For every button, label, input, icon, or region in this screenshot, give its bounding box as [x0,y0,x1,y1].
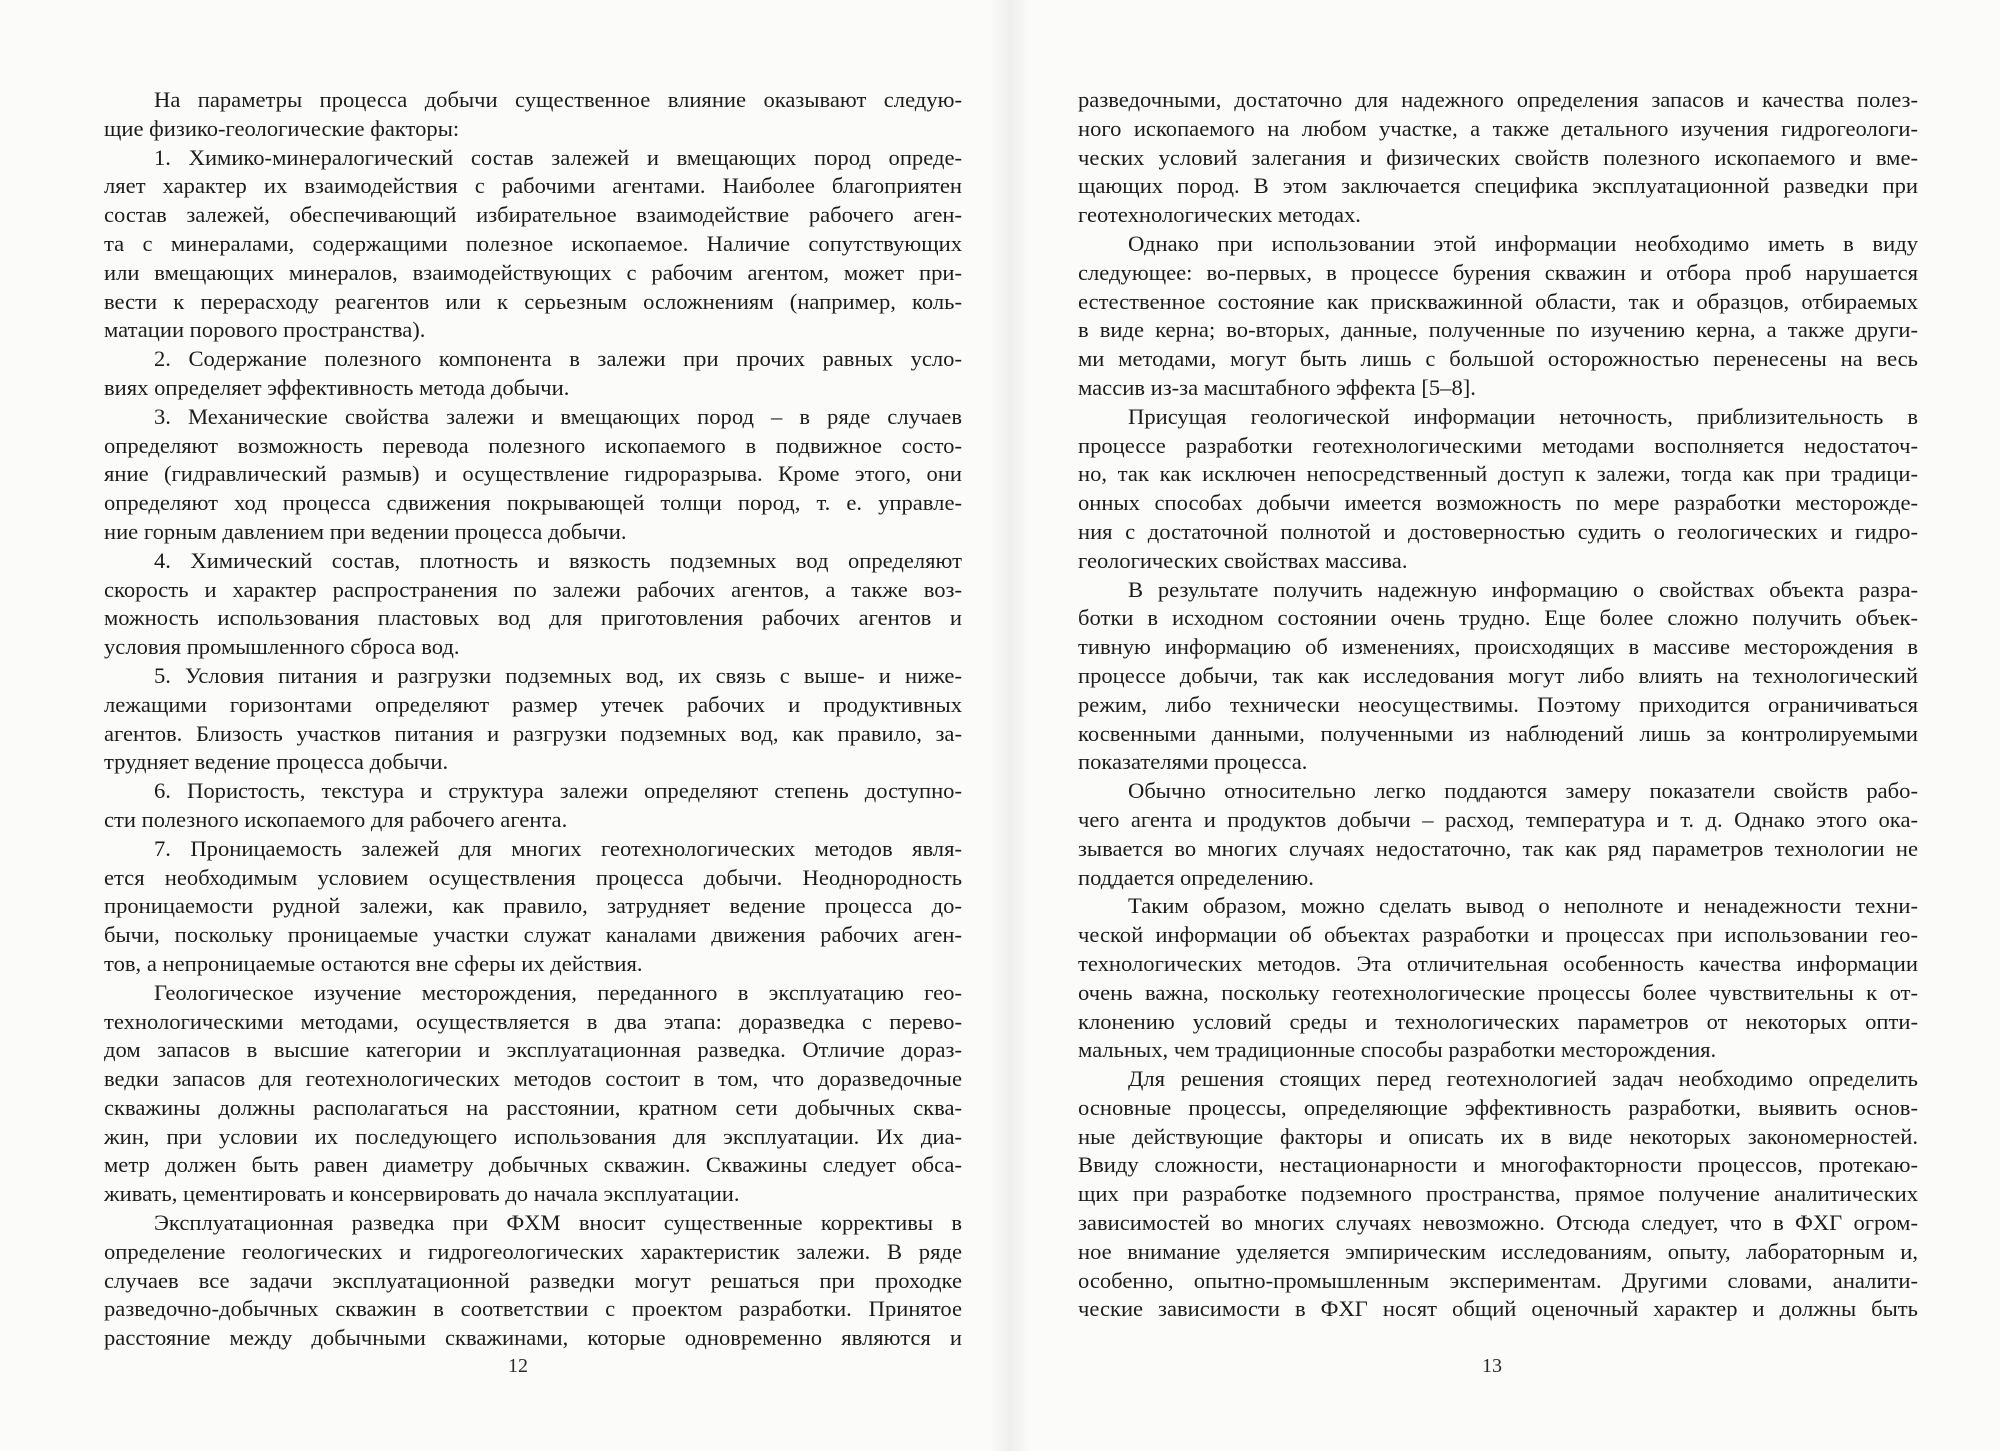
text-line: технологическими методами, осуществляется в два этапа: доразведка с перево- [104,1008,962,1034]
text-line: вести к перерасходу реагентов или к серьезным осложнениям (например, коль- [104,288,962,314]
text-line: ное внимание уделяется эмпирическим исследованиям, опыту, лабораторным и, [1078,1238,1918,1264]
text-line: Обычно относительно легко поддаются замеру показатели свойств рабо- [1128,778,1918,804]
text-line: живать, цементировать и консервировать до начала эксплуатации. [104,1181,740,1207]
text-line: Присущая геологической информации неточность, приблизительность в [1128,403,1918,429]
text-line: На параметры процесса добычи существенное влияние оказывают следую- [154,87,962,112]
text-line: Таким образом, можно сделать вывод о неполноте и ненадежности техни- [1128,893,1918,919]
text-line: режим, либо технически неосуществимы. Поэтому приходится ограничиваться [1078,691,1918,717]
text-line: ведки запасов для геотехнологических методов состоит в том, что доразведочные [104,1066,962,1092]
text-line: процессе разработки геотехнологическими методами восполняется недостаточ- [1078,432,1918,458]
text-line: та с минералами, содержащими полезное ископаемое. Наличие сопутствующих [104,230,962,256]
text-line: тивную информацию об изменениях, происходящих в массиве месторождения в [1078,634,1918,660]
text-line: 4. Химический состав, плотность и вязкость подземных вод определяют [154,547,962,573]
book-gutter [990,0,1030,1451]
text-line: естественное состояние как прискважинной области, так и образцов, отбираемых [1078,288,1918,314]
text-line: ческих условий залегания и физических свойств полезного ископаемого и вме- [1078,144,1918,170]
text-line: Эксплуатационная разведка при ФХМ вносит существенные коррективы в [154,1210,962,1236]
text-line: Однако при использовании этой информации необходимо иметь в виду [1128,230,1918,256]
right-page-number: 13 [1482,1355,1502,1377]
text-line: случаев все задачи эксплуатационной разведки могут решаться при проходке [104,1267,962,1293]
text-line: ется необходимым условием осуществления процесса добычи. Неоднородность [104,864,962,890]
text-line: скважины должны располагаться на расстоянии, кратном сети добычных сква- [104,1094,962,1120]
text-line: ные действующие факторы и описать их в виде некоторых закономерностей. [1078,1123,1918,1149]
text-line: расстояние между добычными скважинами, которые одновременно являются и [104,1325,962,1351]
text-line: очень важна, поскольку геотехнологические процессы более чувствительны к от- [1078,979,1918,1005]
text-line: проницаемости рудной залежи, как правило, затрудняет ведение процесса до- [104,893,962,919]
text-line: зывается во многих случаях недостаточно, так как ряд параметров технологии не [1078,835,1918,861]
text-line: 3. Механические свойства залежи и вмещающих пород – в ряде случаев [154,403,962,429]
text-line: технологических методов. Эта отличительная особенность качества информации [1078,950,1918,976]
text-line: состав залежей, обеспечивающий избирательное взаимодействие рабочего аген- [104,202,962,228]
text-line: жин, при условии их последующего использования для эксплуатации. Их диа- [104,1123,962,1149]
text-line: яние (гидравлический размыв) и осуществление гидроразрыва. Кроме этого, они [104,461,962,487]
text-line: трудняет ведение процесса добычи. [104,749,449,775]
text-line: определение геологических и гидрогеологических характеристик залежи. В ряде [104,1238,962,1264]
text-line: поддается определению. [1078,864,1314,890]
text-line: Для решения стоящих перед геотехнологией задач необходимо определить [1128,1066,1918,1092]
text-line: массив из-за масштабного эффекта [5–8]. [1078,374,1476,400]
text-line: геологических свойствах массива. [1078,547,1408,573]
text-line: но, так как исключен непосредственный доступ к залежи, тогда как при традици- [1078,461,1918,487]
text-line: показателями процесса. [1078,749,1308,775]
right-page-text [1060,86,1918,1324]
text-line: Ввиду сложности, нестационарности и многофакторности процессов, протекаю- [1078,1152,1918,1178]
text-line: щие физико-геологические факторы: [104,115,460,141]
text-line: основные процессы, определяющие эффективность разработки, выявить основ- [1078,1094,1918,1120]
text-line: в виде керна; во-вторых, данные, полученные по изучению керна, а также други- [1078,317,1918,343]
text-line: ляет характер их взаимодействия с рабочими агентами. Наиболее благоприятен [104,173,962,199]
text-line: клонению условий среды и технологических параметров от некоторых опти- [1078,1008,1918,1034]
text-line: Геологическое изучение месторождения, переданного в эксплуатацию гео- [154,979,962,1005]
text-line: косвенными данными, полученными из наблюдений лишь за контролируемыми [1078,720,1918,746]
text-line: тов, а непроницаемые остаются вне сферы их действия. [104,950,643,976]
text-line: особенно, опытно-промышленным экспериментам. Другими словами, аналити- [1078,1267,1918,1293]
text-line: зависимостей во многих случаях невозможно. Отсюда следует, что в ФХГ огром- [1078,1210,1918,1236]
text-line: или вмещающих минералов, взаимодействующих с рабочим агентом, может при- [104,259,962,285]
text-line: ческие зависимости в ФХГ носят общий оценочный характер и должны быть [1078,1296,1918,1322]
text-line: разведочными, достаточно для надежного определения запасов и качества полез- [1078,87,1918,112]
text-line: 1. Химико-минералогический состав залежей и вмещающих пород опреде- [154,144,962,170]
text-line: ботки в исходном состоянии очень трудно. Еще более сложно получить объек- [1078,605,1918,631]
text-line: следующее: во-первых, в процессе бурения скважин и отбора проб нарушается [1078,259,1918,285]
text-line: ми методами, могут быть лишь с большой осторожностью перенесены на весь [1078,346,1918,372]
text-line: ния с достаточной полнотой и достоверностью судить о геологических и гидро- [1078,518,1918,544]
text-line: лежащими горизонтами определяют размер утечек рабочих и продуктивных [104,691,962,717]
text-line: 7. Проницаемость залежей для многих геотехнологических методов явля- [154,835,962,861]
text-line: матации порового пространства). [104,317,426,343]
text-line: дом запасов в высшие категории и эксплуатационная разведка. Отличие дораз- [104,1037,962,1063]
text-line: ческой информации об объектах разработки и процессах при использовании гео- [1078,922,1918,948]
text-line: ние горным давлением при ведении процесса добычи. [104,518,627,544]
text-line: разведочно-добычных скважин в соответствии с проектом разработки. Принятое [104,1296,962,1322]
text-line: определяют возможность перевода полезного ископаемого в подвижное состо- [104,432,962,458]
text-line: бычи, поскольку проницаемые участки служат каналами движения рабочих аген- [104,922,962,948]
text-line: виях определяет эффективность метода добычи. [104,374,570,400]
text-line: определяют ход процесса сдвижения покрывающей толщи пород, т. е. управле- [104,490,962,516]
left-page-text [104,86,962,1353]
text-line: щающих пород. В этом заключается специфика эксплуатационной разведки при [1078,173,1918,199]
text-line: агентов. Близость участков питания и разгрузки подземных вод, как правило, за- [104,720,962,746]
text-line: мальных, чем традиционные способы разработки месторождения. [1078,1037,1717,1063]
text-line: ного ископаемого на любом участке, а также детального изучения гидрогеологи- [1078,115,1918,141]
text-line: В результате получить надежную информацию о свойствах объекта разра- [1128,576,1918,602]
text-line: 6. Пористость, текстура и структура залежи определяют степень доступно- [154,778,962,804]
text-line: метр должен быть равен диаметру добычных скважин. Скважины следует обса- [104,1152,962,1178]
text-line: можность использования пластовых вод для приготовления рабочих агентов и [104,605,962,631]
text-line: скорость и характер распространения по залежи рабочих агентов, а также воз- [104,576,962,602]
text-line: щих при разработке подземного пространства, прямое получение аналитических [1078,1181,1918,1207]
text-line: условия промышленного сброса вод. [104,634,460,660]
text-line: процессе добычи, так как исследования могут либо влиять на технологический [1078,662,1918,688]
text-line: 5. Условия питания и разгрузки подземных вод, их связь с выше- и ниже- [154,662,962,688]
text-line: чего агента и продуктов добычи – расход, температура и т. д. Однако этого ока- [1078,806,1918,832]
text-line: 2. Содержание полезного компонента в залежи при прочих равных усло- [154,346,962,372]
text-line: онных способах добычи имеется возможность по мере разработки месторожде- [1078,490,1918,516]
left-page-number: 12 [508,1355,528,1377]
text-line: геотехнологических методах. [1078,202,1361,228]
text-line: сти полезного ископаемого для рабочего агента. [104,806,568,832]
